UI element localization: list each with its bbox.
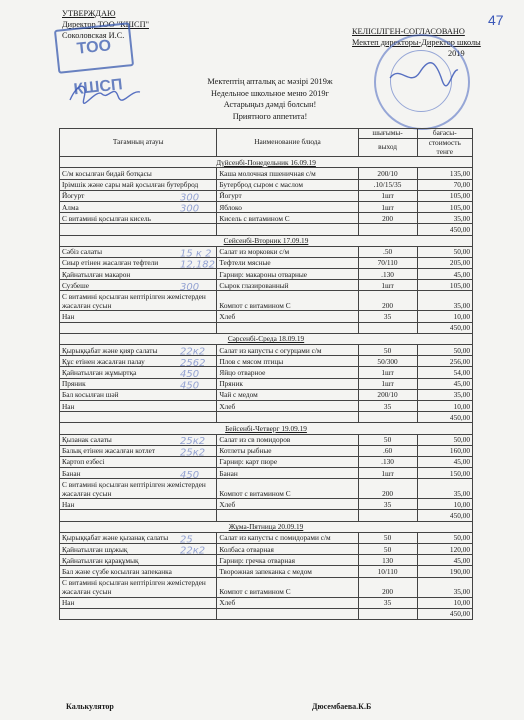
handwritten-note: 15 к 2 — [180, 248, 212, 260]
dish-name-kz: С витамині қосылған кептірілген жемістерден жасалған сусын — [60, 291, 217, 311]
col-header-output-top: шығымы- — [358, 129, 417, 139]
signature-right — [386, 58, 460, 94]
dish-name-ru: Колбаса отварная — [217, 544, 358, 555]
director-title: Директор ТОО "КШСП" — [62, 20, 149, 29]
day-label: Дүйсенбі-Понедельник 16.09.19 — [216, 157, 316, 167]
col-header-price-mid: стоимость — [417, 139, 472, 148]
dish-price: 10,00 — [417, 311, 472, 322]
dish-output: 200 — [358, 291, 417, 311]
menu-item-row — [60, 434, 473, 445]
day-total: 450,00 — [417, 322, 472, 333]
menu-item-row — [60, 345, 473, 356]
menu-item-row — [60, 213, 473, 224]
dish-name-kz: Қайнатылған шұжық — [60, 544, 217, 555]
dish-price: 35,00 — [417, 291, 472, 311]
dish-name-kz: Құс етінен жасалған палау — [60, 356, 217, 367]
dish-name-kz: Қырыққабат және қияр салаты — [60, 345, 217, 356]
dish-output: 50 — [358, 345, 417, 356]
dish-name-kz: С витамині қосылған кептірілген жемістерден жасалған сусын — [60, 577, 217, 597]
dish-name-ru: Творожная запеканка с медом — [217, 566, 358, 577]
dish-name-kz: Нан — [60, 499, 217, 510]
director-name: Соколовская И.С. — [62, 31, 125, 40]
dish-price: 45,00 — [417, 378, 472, 389]
menu-item-row — [60, 400, 473, 411]
dish-name-kz: Сузбеше — [60, 280, 217, 291]
dish-name-ru: Пряник — [217, 378, 358, 389]
day-header-row — [60, 423, 473, 434]
dish-price: 205,00 — [417, 257, 472, 268]
handwritten-note: 25к2 — [180, 436, 206, 448]
footer-calculator-name: Дюсембаева.К.Б — [312, 702, 372, 711]
handwritten-note: 450 — [180, 469, 200, 481]
dish-output: 1шт — [358, 468, 417, 479]
dish-name-kz: Қызанак салаты — [60, 434, 217, 445]
dish-name-kz: Бал және сүзбе косылған запеканка — [60, 566, 217, 577]
day-total-row — [60, 412, 473, 423]
menu-item-row — [60, 246, 473, 257]
dish-price: 50,00 — [417, 246, 472, 257]
day-total-row — [60, 322, 473, 333]
dish-price: 256,00 — [417, 356, 472, 367]
menu-item-row — [60, 597, 473, 608]
dish-output: .130 — [358, 269, 417, 280]
dish-name-ru: Яйцо отварное — [217, 367, 358, 378]
dish-name-ru: Компот с витамином С — [217, 577, 358, 597]
dish-name-ru: Салат из капусты с помидорами с/м — [217, 532, 358, 543]
dish-output: 50 — [358, 532, 417, 543]
dish-name-ru: Салат из капусты с огурцами с/м — [217, 345, 358, 356]
dish-price: 190,00 — [417, 566, 472, 577]
handwritten-note: 300 — [180, 281, 200, 293]
dish-name-ru: Каша молочная пшеничная с/м — [217, 168, 358, 179]
dish-output: 1шт — [358, 280, 417, 291]
dish-name-kz: Нан — [60, 597, 217, 608]
day-total: 450,00 — [417, 510, 472, 521]
dish-name-kz: Қырыққабат және қызанақ салаты — [60, 532, 217, 543]
menu-body — [60, 157, 473, 620]
day-total-row — [60, 224, 473, 235]
dish-output: 1шт — [358, 190, 417, 201]
menu-item-row — [60, 190, 473, 201]
dish-output: 35 — [358, 400, 417, 411]
dish-name-ru: Компот с витамином С — [217, 479, 358, 499]
dish-output: 35 — [358, 499, 417, 510]
dish-name-ru: Гарнир: гречка отварная — [217, 555, 358, 566]
dish-name-ru: Йогурт — [217, 190, 358, 201]
dish-price: 35,00 — [417, 389, 472, 400]
dish-price: 120,00 — [417, 544, 472, 555]
dish-name-ru: Плов с мясом птицы — [217, 356, 358, 367]
menu-item-row — [60, 367, 473, 378]
dish-price: 70,00 — [417, 179, 472, 190]
handwritten-note: 450 — [180, 369, 200, 381]
greeting-ru: Приятного аппетита! — [232, 111, 308, 121]
dish-price: 10,00 — [417, 499, 472, 510]
signature-left — [66, 78, 146, 108]
col-header-output: выход — [358, 139, 417, 157]
approve-label: УТВЕРЖДАЮ — [62, 9, 116, 18]
title-ru: Недельное школьное меню 2019г — [211, 88, 329, 98]
menu-item-row — [60, 257, 473, 268]
dish-name-kz: Йогурт — [60, 190, 217, 201]
day-label: Сәрсенбі-Среда 18.09.19 — [227, 334, 305, 344]
menu-item-row — [60, 445, 473, 456]
menu-item-row — [60, 269, 473, 280]
menu-item-row — [60, 168, 473, 179]
day-total: 450,00 — [417, 224, 472, 235]
dish-price: 105,00 — [417, 190, 472, 201]
dish-price: 54,00 — [417, 367, 472, 378]
day-total-row — [60, 510, 473, 521]
agreed-label: КЕЛІСІЛГЕН-СОГЛАСОВАНО — [352, 27, 465, 36]
menu-item-row — [60, 356, 473, 367]
dish-name-kz: Қайнатылған жұмыртқа — [60, 367, 217, 378]
footer-calculator-label: Калькулятор — [66, 702, 114, 711]
menu-item-row — [60, 179, 473, 190]
dish-output: 35 — [358, 311, 417, 322]
dish-price: 45,00 — [417, 456, 472, 467]
dish-output: 70/110 — [358, 257, 417, 268]
dish-name-kz: Алма — [60, 201, 217, 212]
dish-name-ru: Бутерброд сыром с маслом — [217, 179, 358, 190]
dish-name-ru: Хлеб — [217, 400, 358, 411]
day-total: 450,00 — [417, 412, 472, 423]
dish-price: 35,00 — [417, 213, 472, 224]
dish-output: 10/110 — [358, 566, 417, 577]
dish-name-ru: Котлеты рыбные — [217, 445, 358, 456]
dish-name-kz: Нан — [60, 311, 217, 322]
dish-name-ru: Салат из св помидоров — [217, 434, 358, 445]
menu-title — [160, 76, 380, 122]
dish-price: 10,00 — [417, 597, 472, 608]
greeting-kz: Астарыңыз дәмді болсын! — [223, 100, 317, 109]
dish-name-ru: Хлеб — [217, 597, 358, 608]
dish-price: 50,00 — [417, 434, 472, 445]
dish-name-kz: Балық етінен жасалған котлет — [60, 445, 217, 456]
handwritten-note: 22к2 — [180, 346, 206, 358]
dish-price: 160,00 — [417, 445, 472, 456]
dish-output: 35 — [358, 597, 417, 608]
col-header-kz: Тағамның атауы — [60, 129, 217, 157]
dish-name-kz: Сиыр етінен жасалған тефтели — [60, 257, 217, 268]
dish-name-ru: Компот с витамином С — [217, 291, 358, 311]
dish-output: 1шт — [358, 378, 417, 389]
dish-name-ru: Яблоко — [217, 201, 358, 212]
dish-price: 10,00 — [417, 400, 472, 411]
dish-output: .130 — [358, 456, 417, 467]
handwritten-note: 25 — [180, 534, 193, 546]
day-total: 450,00 — [417, 608, 472, 619]
day-header-row — [60, 157, 473, 168]
menu-item-row — [60, 291, 473, 311]
school-director-title: Мектеп директоры-Директор школы — [352, 38, 481, 47]
menu-item-row — [60, 378, 473, 389]
dish-output: .10/15/35 — [358, 179, 417, 190]
dish-price: 105,00 — [417, 201, 472, 212]
company-stamp: ТОО КШСП — [54, 22, 134, 74]
page-number-handwritten: 47 — [488, 12, 504, 28]
dish-price: 50,00 — [417, 345, 472, 356]
dish-name-kz: С витамині қосылған кисель — [60, 213, 217, 224]
dish-price: 45,00 — [417, 555, 472, 566]
dish-name-kz: С витамині қосылған кептірілген жемістерден жасалған сусын — [60, 479, 217, 499]
menu-item-row — [60, 532, 473, 543]
title-kz: Мектептің апталық ас мәзірі 2019ж — [207, 77, 333, 86]
dish-price: 35,00 — [417, 479, 472, 499]
day-label: Жұма-Пятница 20.09.19 — [228, 522, 304, 532]
agreement-year: 2019 — [448, 49, 465, 58]
dish-name-ru: Гарнир: карт пюре — [217, 456, 358, 467]
dish-price: 150,00 — [417, 468, 472, 479]
dish-output: 200 — [358, 479, 417, 499]
col-header-price-bottom: тенге — [417, 148, 472, 157]
col-header-ru: Наименование блюда — [217, 129, 358, 157]
handwritten-note: 22к2 — [180, 545, 206, 557]
dish-price: 45,00 — [417, 269, 472, 280]
dish-output: 130 — [358, 555, 417, 566]
dish-output: 200 — [358, 213, 417, 224]
menu-item-row — [60, 499, 473, 510]
day-label: Бейсенбі-Четверг 19.09.19 — [225, 423, 307, 433]
dish-output: 1шт — [358, 367, 417, 378]
dish-output: 50 — [358, 544, 417, 555]
header-row-top — [60, 129, 473, 139]
dish-name-kz: Қайнатылған қарақұмық — [60, 555, 217, 566]
menu-item-row — [60, 555, 473, 566]
menu-item-row — [60, 280, 473, 291]
dish-name-kz: Қайнатылған макарон — [60, 269, 217, 280]
dish-name-kz: Бал косылған шәй — [60, 389, 217, 400]
menu-item-row — [60, 544, 473, 555]
handwritten-note: 12,182 — [180, 259, 215, 271]
handwritten-note: 300 — [180, 192, 200, 204]
dish-output: 200/10 — [358, 168, 417, 179]
day-header-row — [60, 333, 473, 344]
dish-price: 135,00 — [417, 168, 472, 179]
day-total-row — [60, 608, 473, 619]
menu-item-row — [60, 577, 473, 597]
day-header-row — [60, 235, 473, 246]
dish-name-kz: Сәбіз салаты — [60, 246, 217, 257]
menu-item-row — [60, 566, 473, 577]
menu-item-row — [60, 311, 473, 322]
dish-name-ru: Сырок глазированный — [217, 280, 358, 291]
dish-name-kz: Нан — [60, 400, 217, 411]
dish-name-ru: Тефтели мясные — [217, 257, 358, 268]
handwritten-note: 25к2 — [180, 447, 206, 459]
dish-output: 200 — [358, 577, 417, 597]
handwritten-note: 450 — [180, 380, 200, 392]
dish-name-ru: Гарнир: макароны отварные — [217, 269, 358, 280]
dish-name-kz: С/м косылған бидай ботқасы — [60, 168, 217, 179]
day-label: Сейсенбі-Вторник 17.09.19 — [223, 236, 309, 246]
menu-item-row — [60, 201, 473, 212]
dish-output: 50 — [358, 434, 417, 445]
menu-table — [59, 128, 473, 620]
dish-name-ru: Хлеб — [217, 499, 358, 510]
menu-item-row — [60, 389, 473, 400]
dish-name-ru: Кисель с витамином С — [217, 213, 358, 224]
dish-price: 105,00 — [417, 280, 472, 291]
dish-name-kz: Банан — [60, 468, 217, 479]
dish-name-kz: Ірімшік және сары май қосылған бутерброд — [60, 179, 217, 190]
dish-output: .60 — [358, 445, 417, 456]
dish-output: 1шт — [358, 201, 417, 212]
menu-item-row — [60, 468, 473, 479]
dish-price: 50,00 — [417, 532, 472, 543]
dish-output: 200/10 — [358, 389, 417, 400]
dish-name-ru: Хлеб — [217, 311, 358, 322]
dish-name-ru: Банан — [217, 468, 358, 479]
dish-name-kz: Картоп езбесі — [60, 456, 217, 467]
handwritten-note: 2562 — [180, 357, 206, 369]
dish-output: 50/300 — [358, 356, 417, 367]
menu-item-row — [60, 456, 473, 467]
handwritten-note: 300 — [180, 203, 200, 215]
day-header-row — [60, 521, 473, 532]
col-header-price-top: бағасы- — [417, 129, 472, 139]
dish-name-ru: Чай с медом — [217, 389, 358, 400]
dish-output: .50 — [358, 246, 417, 257]
dish-name-ru: Салат из морковки с/м — [217, 246, 358, 257]
menu-item-row — [60, 479, 473, 499]
dish-price: 35,00 — [417, 577, 472, 597]
dish-name-kz: Пряник — [60, 378, 217, 389]
